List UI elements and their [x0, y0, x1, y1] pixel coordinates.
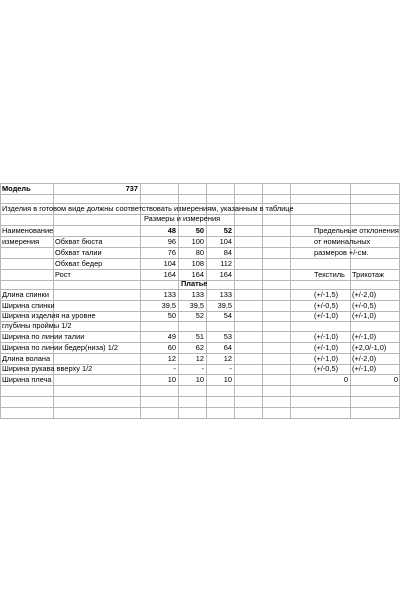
measure-label: Обхват бюста [55, 237, 103, 246]
value-48: 39,5 [161, 301, 176, 310]
body-row-bust [0, 236, 400, 247]
knit-tolerance: (+/-1,0) [352, 311, 377, 320]
knit-tolerance: (+/-1,0) [352, 364, 377, 373]
model-row [0, 183, 400, 194]
value-52: 53 [223, 332, 232, 341]
textile-tolerance: (+/-1,0) [314, 354, 339, 363]
note-text: Изделия в готовом виде должны соответствовать измерениям, указанным в таблице [2, 204, 294, 213]
size-48: 48 [167, 226, 176, 235]
measurement-sheet [0, 183, 400, 418]
value-50: 80 [195, 248, 204, 257]
value-50: 108 [191, 259, 204, 268]
value-52: 84 [223, 248, 232, 257]
textile-tolerance: (+/-1,5) [314, 290, 339, 299]
value-48: 164 [163, 270, 176, 279]
garment-title: Платье [181, 279, 208, 288]
measure-label: Обхват бедер [55, 259, 103, 268]
measure-label: Рост [55, 270, 71, 279]
measure-label: Обхват талии [55, 248, 102, 257]
value-48: 49 [167, 332, 176, 341]
knit-tolerance: (+/-1,0) [352, 332, 377, 341]
garment-row [0, 311, 400, 321]
value-50: 62 [195, 343, 204, 352]
value-48: 60 [167, 343, 176, 352]
deviation-header-line2: от номинальных [314, 237, 371, 246]
value-48: 96 [167, 237, 176, 246]
value-52: 10 [223, 375, 232, 384]
body-row-hips [0, 258, 400, 269]
garment-row [0, 342, 400, 353]
textile-tolerance: (+/-1,0) [314, 343, 339, 352]
size-header-row [0, 225, 400, 236]
value-48: 76 [167, 248, 176, 257]
garment-title-row [0, 280, 400, 289]
value-50: 52 [195, 311, 204, 320]
textile-tolerance: (+/-1,0) [314, 311, 339, 320]
value-52: 112 [220, 259, 232, 268]
garment-row-label: Ширина плеча [2, 375, 52, 384]
knit-tolerance: (+/-0,5) [352, 301, 377, 310]
note-row [0, 203, 400, 214]
garment-row [0, 331, 400, 342]
garment-row-label: Ширина рукава вверху 1/2 [2, 364, 93, 373]
value-50: 164 [191, 270, 204, 279]
garment-row [0, 289, 400, 300]
value-52: 39,5 [217, 301, 232, 310]
value-48: 10 [167, 375, 176, 384]
knit-tolerance: 0 [393, 375, 398, 384]
value-48: 12 [167, 354, 176, 363]
value-50: 39,5 [189, 301, 204, 310]
value-48: 104 [163, 259, 176, 268]
size-52: 52 [223, 226, 232, 235]
textile-header: Текстиль [314, 270, 345, 279]
garment-row-label: глубины проймы 1/2 [2, 321, 72, 330]
garment-row-label: Длина волана [2, 354, 51, 363]
section-title-row [0, 214, 400, 225]
knit-header: Трикотаж [352, 270, 384, 279]
value-50: - [201, 364, 204, 373]
textile-tolerance: (+/-1,0) [314, 332, 339, 341]
value-48: 50 [167, 311, 176, 320]
size-50: 50 [195, 226, 204, 235]
knit-tolerance: (+/-2,0) [352, 354, 377, 363]
model-label: Модель [2, 184, 31, 193]
textile-tolerance: (+/-0,5) [314, 301, 339, 310]
value-52: 164 [219, 270, 232, 279]
garment-row [0, 364, 400, 374]
garment-row-label: Ширина изделия на уровне [2, 311, 96, 320]
deviation-header-line3: размеров +/-см. [314, 248, 369, 257]
value-52: 54 [223, 311, 232, 320]
value-52: 12 [223, 354, 232, 363]
garment-row-label: Ширина спинки [2, 301, 55, 310]
header-measure: измерения [2, 237, 40, 246]
garment-row-label: Длина спинки [2, 290, 49, 299]
body-row-waist [0, 247, 400, 258]
value-52: 64 [223, 343, 232, 352]
garment-row [0, 321, 400, 331]
value-52: - [229, 364, 232, 373]
value-50: 133 [191, 290, 204, 299]
value-52: 133 [219, 290, 232, 299]
knit-tolerance: (+2,0/-1,0) [352, 343, 387, 352]
value-48: 133 [163, 290, 176, 299]
garment-row-label: Ширина по линии бедер(низа) 1/2 [2, 343, 118, 352]
garment-row [0, 300, 400, 311]
garment-row [0, 374, 400, 385]
section-title: Размеры и измерения [144, 214, 221, 223]
value-48: - [173, 364, 176, 373]
garment-row [0, 353, 400, 364]
garment-row-label: Ширина по линии талии [2, 332, 85, 341]
knit-tolerance: (+/-2,0) [352, 290, 377, 299]
value-50: 10 [195, 375, 204, 384]
value-52: 104 [219, 237, 232, 246]
model-number: 737 [125, 184, 138, 193]
value-50: 12 [195, 354, 204, 363]
value-50: 100 [191, 237, 204, 246]
textile-tolerance: 0 [343, 375, 348, 384]
value-50: 51 [195, 332, 204, 341]
textile-tolerance: (+/-0,5) [314, 364, 339, 373]
deviation-header-line1: Предельные отклонения [314, 226, 399, 235]
header-name: Наименование [2, 226, 54, 235]
